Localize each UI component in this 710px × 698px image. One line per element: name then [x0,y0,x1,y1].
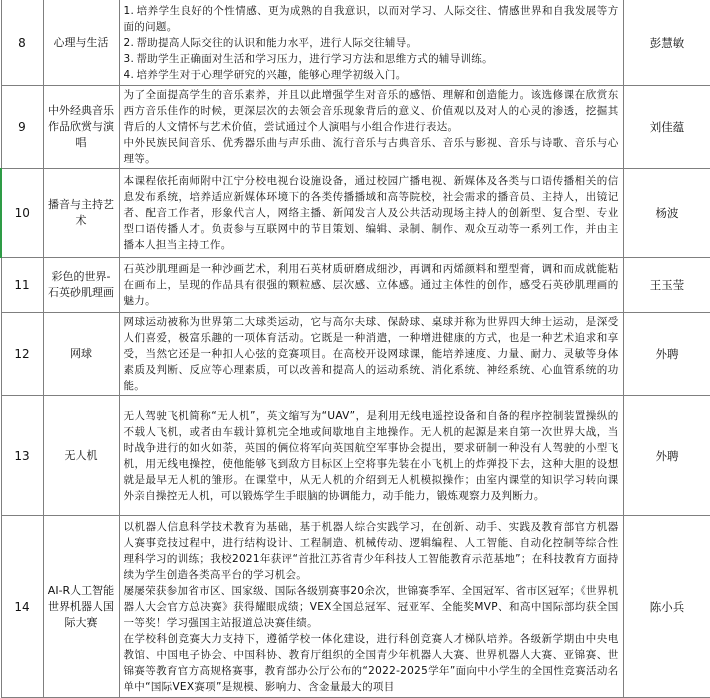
row-number[interactable]: 12 [1,313,43,396]
course-description-cell[interactable] [119,313,623,396]
description-paragraph: 石英沙肌理画是一种沙画艺术，利用石英材质研磨成细沙，再调和丙烯颜料和塑型膏，调和而成就能粘在画布上，呈现的作品具有很强的颗粒感、层次感、立体感。通过主体性的创作，感受石英砂肌理画的魅力。 [123,263,619,307]
list-marker: 3. [123,52,135,65]
list-marker: 1. [123,4,135,17]
description-paragraph: 无人驾驶飞机简称“无人机”，英文缩写为“UAV”，是利用无线电遥控设备和自备的程序控制装置操纵的不载人飞机，或者由车载计算机完全地或间歇地自主地操作。无人机的起源是来自第一次世界大战，当时战争进行的如火如荼，英国的俩位将军向英国航空军事协会提出，要求研制一种没有人驾驶的小型飞机，用无线电操控，使他能够飞到敌方目标区上空将事先装在小飞机上的炸弹投下去，这种大胆的设想就是最早无人机的雏形。在课堂中，从无人机的介绍到无人机模拟操作；由室内课堂的知识学习转向课外亲自操控无人机，可以锻炼学生手眼脑的协调能力，动手能力，锻炼观察力及判断力。 [123,409,619,502]
row-number[interactable]: 9 [1,86,43,169]
course-name-cell[interactable]: 网球 [43,313,119,396]
course-name-cell[interactable]: 彩色的世界-石英砂肌理画 [43,258,119,313]
row-number[interactable]: 11 [1,258,43,313]
course-description-cell[interactable] [119,258,623,313]
list-item-text: 培养学生良好的个性情感、更为成熟的自我意识，以而对学习、人际交往、情感世界和自我发展等方面的问题。 [123,4,619,33]
table-row [1,396,710,516]
table-row [1,0,710,86]
course-name-cell[interactable]: 心理与生活 [43,0,119,86]
description-paragraph: 为了全面提高学生的音乐素养，并且以此增强学生对音乐的感悟、理解和创造能力。该选修课在欣赏东西方音乐佳作的时候，更深层次的去领会音乐现象背后的意义、价值观以及对人的心灵的渗透，挖掘其背后的人文情怀与艺术价值，尝试通过个人演唱与小组合作进行表达。 [123,89,619,133]
list-marker: 4. [123,68,135,81]
description-paragraph: 屡屡荣获参加省市区、国家级、国际各级别赛事20余次，世锦赛季军、全国冠军、省市区冠军；《世界机器人大会官方总决赛》获得耀眼成绩；VEX全国总冠军、冠亚军、全能奖MVP、和高中国际部均获全国一等奖！学习强国主站报道总决赛佳绩。 [123,584,619,629]
table-row [1,313,710,396]
table-row [1,258,710,313]
teacher-cell[interactable]: 王玉莹 [623,258,710,313]
course-description-cell[interactable] [119,86,623,169]
teacher-cell[interactable]: 外聘 [623,396,710,516]
description-paragraph: 以机器人信息科学技术教育为基础，基于机器人综合实践学习，在创新、动手、实践及教育部官方机器人赛事竞技过程中，进行结构设计、工程制造、机械传动、逻辑编程、人工智能、自动化控制等综合性理科学习的训练；我校2021年获评“首批江苏省青少年科技人工智能教育示范基地”；在科技教育方面持续为学生创造各类高平台的学习机会。 [123,520,619,581]
row-number[interactable]: 13 [1,396,43,516]
table-row [1,86,710,169]
table-row [1,516,710,698]
course-description-cell[interactable] [119,169,623,258]
description-list-item [124,3,619,35]
list-item-text: 帮助学生正确面对生活和学习压力，进行学习方法和思维方式的辅导训练。 [136,52,493,65]
course-name-cell[interactable]: 中外经典音乐作品欣赏与演唱 [43,86,119,169]
course-name-cell[interactable]: 无人机 [43,396,119,516]
course-name-cell[interactable]: AI-R人工智能世界机器人国际大赛 [43,516,119,698]
row-number[interactable]: 8 [1,0,43,86]
row-number[interactable]: 14 [1,516,43,698]
row-number[interactable]: 10 [1,169,43,258]
teacher-cell[interactable]: 外聘 [623,313,710,396]
teacher-cell[interactable]: 刘佳蕴 [623,86,710,169]
list-item-text: 帮助提高人际交往的认识和能力水平，进行人际交往辅导。 [136,36,418,49]
course-description-cell[interactable] [119,516,623,698]
list-marker: 2. [123,36,135,49]
description-list-item [124,35,619,51]
table-row [1,169,710,258]
description-paragraph: 中外民族民间音乐、优秀器乐曲与声乐曲、流行音乐与古典音乐、音乐与影视、音乐与诗歌、音乐与心理等。 [123,137,619,165]
course-description-cell[interactable] [119,0,623,86]
teacher-cell[interactable]: 杨波 [623,169,710,258]
description-paragraph: 本课程依托南师附中江宁分校电视台设施设备，通过校园广播电视、新媒体及各类与口语传播相关的信息发布系统，培养适应新媒体环境下的各类传播播域和高等院校，社会需求的播音员、主持人，出镜记者、配音工作者，形象代言人，网络主播、新闻发言人及公共活动现场主持人的创新型、复合型、专业型口语传播人才。负责参与互联网中的节目策划、编辑、录制、制作、观众互动等一系列工作，并由主播本人担当主持工作。 [123,175,619,251]
description-paragraph: 在学校科创竞赛大力支持下，遵循学校一体化建设，进行科创竞赛人才梯队培养。各级新学期由中央电教馆、中国电子协会、中国科协、教育厅组织的全国青少年机器人大赛、世界机器人大赛、亚锦赛、世锦赛等教育官方高规格赛事，教育部办公厅公布的“2022-2025学年”面向中小学生的全国性竞赛活动名单中“国际VEX赛项”是规模、影响力、含金量最大的项目 [123,632,619,693]
course-description-cell[interactable] [119,396,623,516]
teacher-cell[interactable]: 陈小兵 [623,516,710,698]
description-paragraph: 网球运动被称为世界第二大球类运动，它与高尔夫球、保龄球、桌球并称为世界四大绅士运动，是深受人们喜爱，极富乐趣的一项体育活动。它既是一种消遣，一种增进健康的方式，也是一种艺术追求和享受，当然它还是一种扣人心弦的竞赛项目。在高校开设网球课，能培养速度、力量、耐力、灵敏等身体素质及判断、反应等心理素质，可以改善和提高人的运动系统、消化系统、神经系统、心血管系统的功能。 [123,316,619,392]
description-list-item [124,51,619,67]
list-item-text: 培养学生对于心理学研究的兴趣，能够心理学初级入门。 [136,68,407,81]
description-list-item [124,67,619,83]
teacher-cell[interactable]: 彭慧敏 [623,0,710,86]
course-name-cell[interactable]: 播音与主持艺术 [43,169,119,258]
